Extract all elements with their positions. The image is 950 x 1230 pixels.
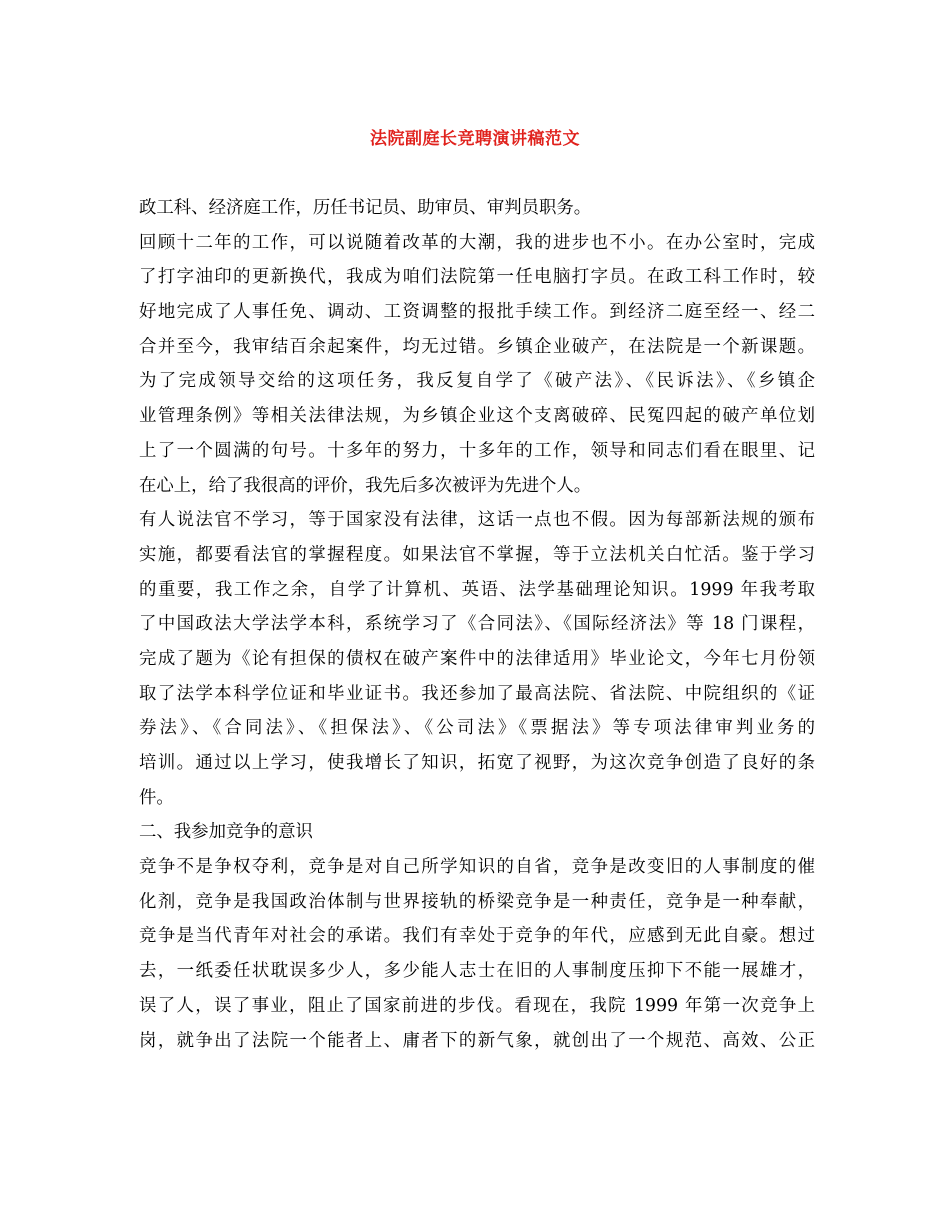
text-line: 上了一个圆满的句号。十多年的努力，十多年的工作，领导和同志们看在眼里、记 xyxy=(139,440,815,461)
text-line: 了中国政法大学法学本科，系统学习了《合同法》、《国际经济法》等 18 门课程， xyxy=(139,614,815,635)
text-line: 为了完成领导交给的这项任务，我反复自学了《破产法》、《民诉法》、《乡镇企 xyxy=(139,371,815,392)
text-line: 二、我参加竞争的意识 xyxy=(139,822,313,843)
text-line: 实施，都要看法官的掌握程度。如果法官不掌握，等于立法机关白忙活。鉴于学习 xyxy=(139,544,815,565)
text-line: 好地完成了人事任免、调动、工资调整的报批手续工作。到经济二庭至经一、经二 xyxy=(139,302,815,323)
text-line: 误了人，误了事业，阻止了国家前进的步伐。看现在，我院 1999 年第一次竞争上 xyxy=(139,995,815,1016)
text-line: 了打字油印的更新换代，我成为咱们法院第一任电脑打字员。在政工科工作时，较 xyxy=(139,267,815,288)
document-title: 法院副庭长竞聘演讲稿范文 xyxy=(370,129,580,149)
text-line: 在心上，给了我很高的评价，我先后多次被评为先进个人。 xyxy=(139,475,592,496)
text-line: 回顾十二年的工作，可以说随着改革的大潮，我的进步也不小。在办公室时，完成 xyxy=(139,232,815,253)
document-body xyxy=(139,191,815,1058)
text-line: 政工科、经济庭工作，历任书记员、助审员、审判员职务。 xyxy=(139,198,592,218)
text-line: 取了法学本科学位证和毕业证书。我还参加了最高法院、省法院、中院组织的《证 xyxy=(139,683,815,704)
text-line: 件。 xyxy=(139,787,174,808)
text-line: 有人说法官不学习，等于国家没有法律，这话一点也不假。因为每部新法规的颁布 xyxy=(139,510,815,531)
text-line: 去，一纸委任状耽误多少人，多少能人志士在旧的人事制度压抑下不能一展雄才， xyxy=(139,961,815,982)
text-line: 岗，就争出了法院一个能者上、庸者下的新气象，就创出了一个规范、高效、公正 xyxy=(139,1030,815,1051)
text-line: 化剂，竞争是我国政治体制与世界接轨的桥梁竞争是一种责任，竞争是一种奉献， xyxy=(139,891,815,912)
text-line: 的重要，我工作之余，自学了计算机、英语、法学基础理论知识。1999 年我考取 xyxy=(139,579,815,600)
text-line: 竞争是当代青年对社会的承诺。我们有幸处于竞争的年代，应感到无此自豪。想过 xyxy=(139,926,815,947)
text-line: 券法》、《合同法》、《担保法》、《公司法》《票据法》等专项法律审判业务的 xyxy=(139,718,815,739)
text-line: 竞争不是争权夺利，竞争是对自己所学知识的自省，竞争是改变旧的人事制度的催 xyxy=(139,857,815,878)
text-line: 培训。通过以上学习，使我增长了知识，拓宽了视野，为这次竞争创造了良好的条 xyxy=(139,753,815,773)
text-line: 完成了题为《论有担保的债权在破产案件中的法律适用》毕业论文，今年七月份领 xyxy=(139,648,815,669)
text-line: 合并至今，我审结百余起案件，均无过错。乡镇企业破产，在法院是一个新课题。 xyxy=(139,336,815,357)
text-line: 业管理条例》等相关法律法规，为乡镇企业这个支离破碎、民冤四起的破产单位划 xyxy=(139,406,815,427)
